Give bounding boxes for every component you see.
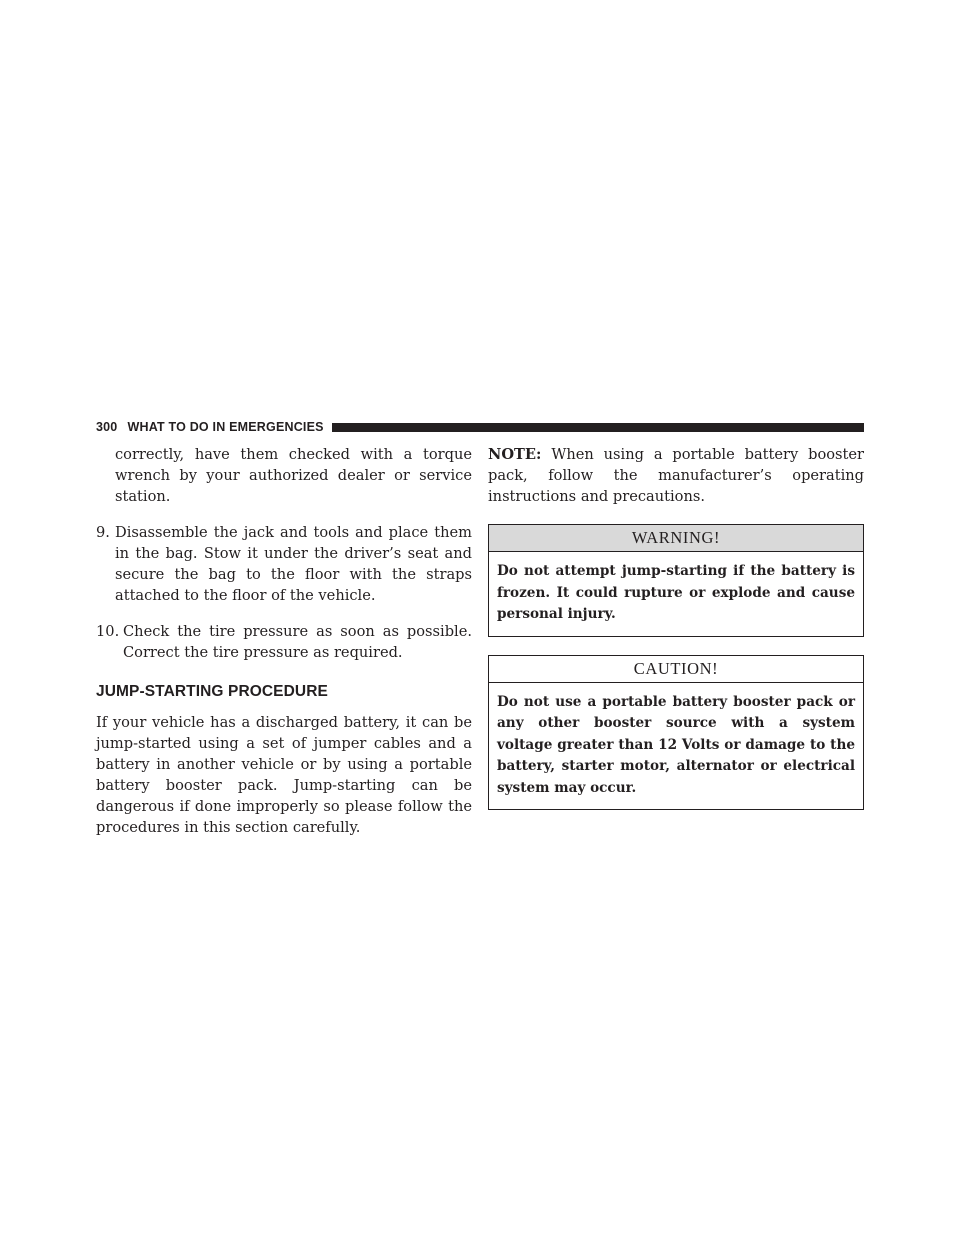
header-rule bbox=[332, 423, 864, 432]
caution-text: Do not use a portable battery booster pack or any other booster source with a system voltage greater than 12 Volts or damage to the battery, starter motor, alternator or electrical system may occur. bbox=[497, 693, 855, 796]
note-text: When using a portable battery booster pack, follow the manufacturer’s operating instructions and precautions. bbox=[488, 446, 864, 505]
step-9 bbox=[96, 522, 472, 606]
intro-paragraph: If your vehicle has a discharged battery, it can be jump-started using a set of jumper cables and a battery in another vehicle or by using a portable battery booster pack. Jump-starting can be dangerous if done improperly so please follow the procedures in this section carefully. bbox=[96, 714, 472, 836]
caution-title: CAUTION! bbox=[489, 656, 863, 683]
right-column bbox=[488, 444, 864, 810]
step-number: 10. bbox=[96, 623, 120, 640]
note-paragraph bbox=[488, 444, 864, 507]
step-number: 9. bbox=[96, 524, 110, 541]
step-10 bbox=[96, 621, 472, 663]
step-text: Check the tire pressure as soon as possible. Correct the tire pressure as required. bbox=[123, 623, 472, 661]
section-heading: JUMP-STARTING PROCEDURE bbox=[96, 683, 328, 700]
warning-box bbox=[488, 524, 864, 637]
warning-title: WARNING! bbox=[489, 525, 863, 552]
warning-text: Do not attempt jump-starting if the battery is frozen. It could rupture or explode and cause personal injury. bbox=[497, 563, 855, 622]
note-label: NOTE: bbox=[488, 446, 542, 463]
step-text: Disassemble the jack and tools and place them in the bag. Stow it under the driver’s seat and secure the bag to the floor with the straps attached to the floor of the vehicle. bbox=[115, 524, 472, 604]
caution-box bbox=[488, 655, 864, 811]
running-header bbox=[96, 418, 864, 436]
left-column bbox=[96, 444, 472, 838]
section-title: WHAT TO DO IN EMERGENCIES bbox=[127, 420, 324, 434]
continued-paragraph: correctly, have them checked with a torque wrench by your authorized dealer or service station. bbox=[115, 446, 472, 505]
page-number: 300 bbox=[96, 420, 118, 434]
